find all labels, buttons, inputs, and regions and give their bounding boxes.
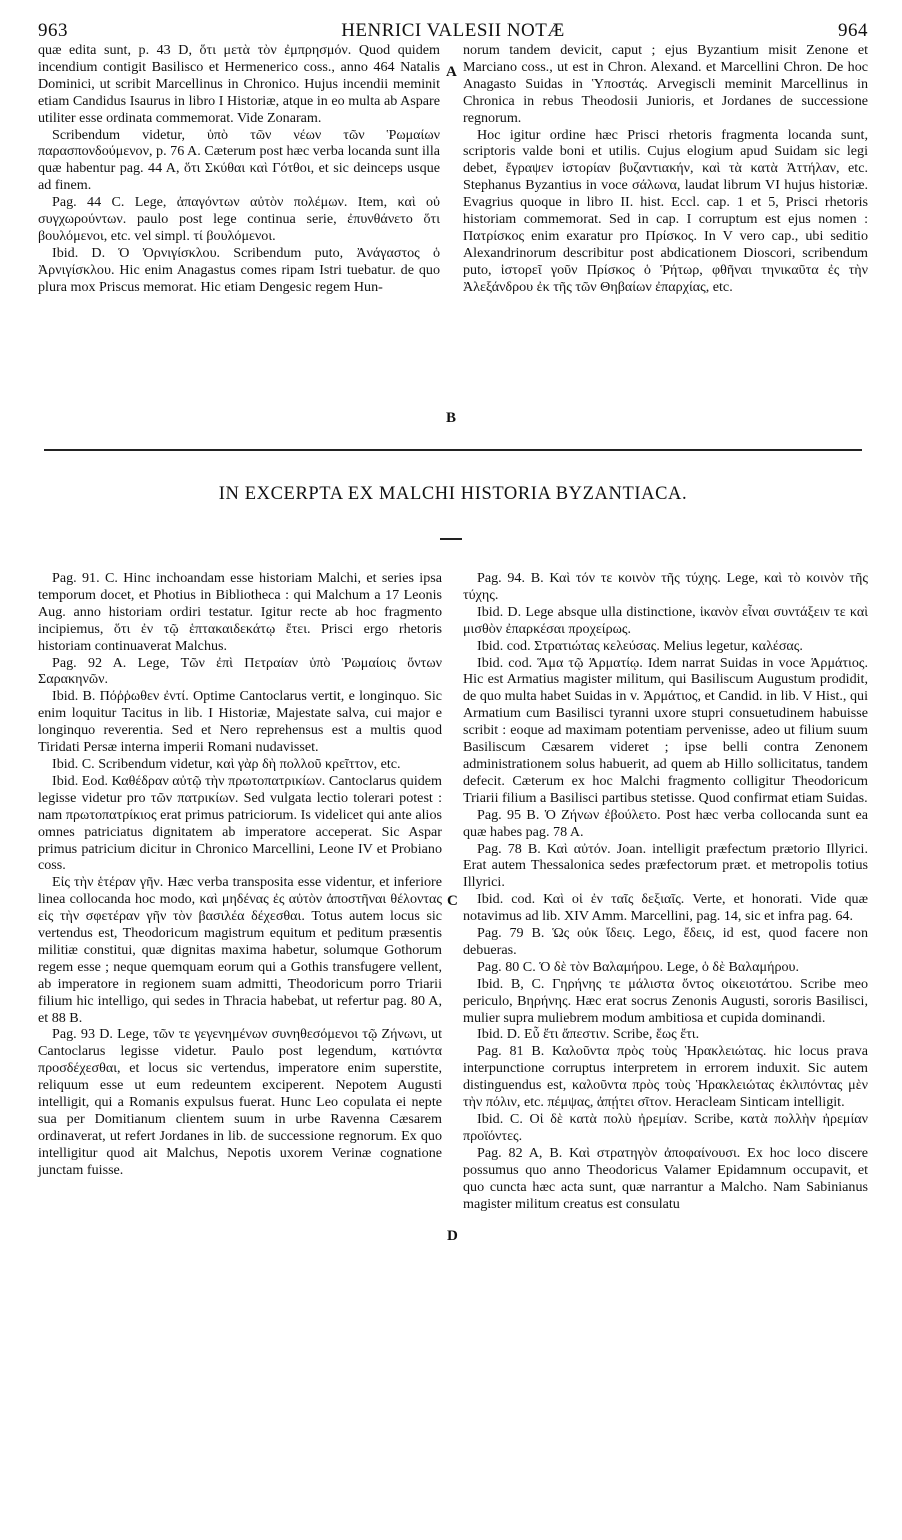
paragraph: Pag. 78 B. Καὶ αὐτόν. Joan. intelligit præfectum prætorio Illyrici. Erat autem Thessalonica sedes præfectorum præt. et metropolis totius Illyrici. [463, 840, 868, 891]
paragraph: Pag. 79 B. Ὡς οὐκ ἴδεις. Lego, ἔδεις, id est, quod facere non debueras. [463, 925, 868, 958]
paragraph: Ibid. D. Εὖ ἔτι ἄπεστιν. Scribe, ἕως ἔτι. [477, 1026, 700, 1043]
short-rule [440, 538, 462, 540]
paragraph: Ibid. C. Οἱ δὲ κατὰ πολὺ ἠρεμίαν. Scribe, κατὰ πολλὴν ἠρεμίαν προϊόντες. [463, 1111, 868, 1144]
paragraph: Pag. 82 A, B. Καὶ στρατηγὸν ἀποφαίνουσι. Ex hoc loco discere possumus quo anno Theodoricus Valamer Epidamnum occupavit, et quo cuncta hæc acta sunt, quæ narrantur a Malcho. Nam Sabinianus magister militum creatus est consulatu [463, 1144, 868, 1212]
margin-letter-c: C [447, 893, 458, 909]
paragraph: Scribendum videtur, ὑπὸ τῶν νέων τῶν Ῥωμαίων παρασπονδούμενον, p. 76 A. Cæterum post hæc verba locanda sunt illa quæ habentur pag. 44 A, ὅτι Σκύθαι καὶ Γότθοι, et sic deinceps usque ad finem. [38, 126, 440, 194]
paragraph: quæ edita sunt, p. 43 D, ὅτι μετὰ τὸν ἐμπρησμόν. Quod quidem incendium contigit Basilisco et Hermenerico coss., anno 464 Natalis Dominici, ut scribit Marcellinus in Chronico. Hujus incendii meminit etiam Candidus Isaurus in libro I Historiæ, atque in eo multa ab Aspare utiliter esse ordinata commemorat. Vide Zonaram. [38, 42, 440, 126]
margin-letter-a: A [446, 64, 457, 80]
top-right-column [463, 42, 868, 296]
paragraph: Pag. 93 D. Lege, τῶν τε γεγενημένων συνηθεσόμενοι τῷ Ζήνωνι, ut Cantoclarus legisse videtur. Paulo post legendum, κατιόντα προσδέχεσθαι, et locus sic vertendus, imperatore enim superstite, reliquum esse ut eum redeuntem exciperent. Nepotem Augusti intelligit, qui a Romanis expulsus fuerat. Hunc Leo copulata ei nepte sua per Domitianum clientem suum in urbe Ravenna Cæsarem ordinaverat, ut refert Jordanes in lib. de successione regnorum. Ex quo intelligitur quod ait Malchus, Nepotis uxorem Verinæ cognatione junctam fuisse. [38, 1026, 442, 1178]
page-number-right: 964 [838, 20, 868, 41]
bottom-left-column [38, 570, 442, 1179]
margin-letter-b: B [446, 410, 457, 426]
paragraph: Pag. 91. C. Hinc inchoandam esse historiam Malchi, et series ipsa temporum docet, et Photius in Bibliotheca : qui Malchum a 17 Leonis Aug. anno historiam ordiri testatur. Igitur recte ab hoc fragmento incipiemus, ὅτι ἐν τῷ ἑπτακαιδεκάτῳ ἔτει. Prisci ergo rhetoris historiam continuaverat Malchus. [38, 570, 442, 654]
paragraph: Ibid. Eod. Καθέδραν αὐτῷ τὴν πρωτοπατρικίων. Cantoclarus quidem legisse videtur pro τῶν πατρικίων. Sed vulgata lectio tolerari potest : nam πρωτοπατρίκιος erat primus patriciorum. Is videlicet qui ante alios omnes patriciatus dignitatem ab imperatore acceperat. Sic Aspar primus patricium dicitur in Chronico Marcellini, Leone IV et Probiano coss. [38, 772, 442, 874]
paragraph: Pag. 92 A. Lege, Τῶν ἐπὶ Πετραίαν ὑπὸ Ῥωμαίοις ὄντων Σαρακηνῶν. [38, 654, 442, 688]
bottom-right-column [463, 570, 868, 1212]
paragraph: Pag. 94. B. Καὶ τόν τε κοινὸν τῆς τύχης. Lege, καὶ τὸ κοινὸν τῆς τύχης. [463, 570, 868, 603]
paragraph: Hoc igitur ordine hæc Prisci rhetoris fragmenta locanda sunt, scriptoris valde boni et utilis. Cujus elogium apud Suidam sic legi debet, ἔγραψεν ἱστορίαν βυζαντιακήν, καὶ τὰ κατὰ Ἀττήλαν, etc. Stephanus Byzantius in voce σάλωνα, laudat librum VI hujus historiæ. Evagrius quoque in libro II. hist. Eccl. cap. 1 et 5, Prisci rhetoris historiam commemorat. Sed in cap. I corruptum est ejus nomen : Πατρίσκος enim exaratur pro Πρίσκος. In V vero cap., ubi seditio Alexandrinorum describitur post abdicationem Dioscori, scribendum puto, ἱστορεῖ γοῦν Πρίσκος ὁ Ῥήτωρ, φθῆναι τηνικαῦτα ἐς τὴν Ἀλεξάνδρου ἐκ τῆς τῶν Θηβαίων ἐπαρχίας, etc. [463, 126, 868, 295]
paragraph: Ibid. cod. Καὶ οἱ ἐν ταῖς δεξιαῖς. Verte, et honorati. Vide quæ notavimus ad lib. XIV Amm. Marcellini, pag. 14, sic et infra pag. 64. [463, 891, 868, 925]
section-title: IN EXCERPTA EX MALCHI HISTORIA BYZANTIACA. [218, 484, 688, 504]
running-title: HENRICI VALESII NOTÆ [341, 20, 565, 41]
section-divider [44, 449, 862, 451]
paragraph: Pag. 95 B. Ὁ Ζήνων ἐβούλετο. Post hæc verba collocanda sunt ea quæ habes pag. 78 A. [463, 806, 868, 840]
paragraph: Ibid. D. Ὁ Ὀρνιγίσκλου. Scribendum puto, Ἀνάγαστος ὁ Ἀρνιγίσκλου. Hic enim Anagastus comes ripam Istri tuebatur. de quo plura mox Priscus memorat. Hic etiam Dengesic regem Hun- [38, 244, 440, 295]
paragraph: Pag. 44 C. Lege, ἀπαγόντων αὐτὸν πολέμων. Item, καὶ οὐ συγχωρούντων. paulo post lege continua serie, ἐπυνθάνετο ὅτι βουλόμενοι, etc. vel simpl. τί βουλόμενοι. [38, 194, 440, 244]
paragraph: Ibid. C. Scribendum videtur, καὶ γὰρ δὴ πολλοῦ κρεῖττον, etc. [52, 755, 401, 772]
paragraph: Ibid. B. Πόῤῥωθεν ἐντί. Optime Cantoclarus vertit, e longinquo. Sic enim loquitur Tacitus in lib. I Historiæ, Majestate salva, cui major e longinquo reverentia. Sed et Nero reprehensus est a multis quod Tiridati Persæ interna imperii Romani nudavisset. [38, 688, 442, 756]
paragraph: Pag. 81 B. Καλοῦντα πρὸς τοὺς Ἡρακλειώτας. hic locus prava interpunctione corruptus interpretem in errorem induxit. Sic autem distinguendus est, καλοῦντα πρὸς τοὺς Ἡρακλειώτας ἐκλιπόντας μὲν τὴν πόλιν, etc. πέμψας, ἀπῄτει σῖτον. Heracleam Sinticam intelligit. [463, 1043, 868, 1111]
margin-letter-d: D [447, 1228, 458, 1244]
paragraph: Ibid. cod. Ἅμα τῷ Ἁρματίῳ. Idem narrat Suidas in voce Ἁρμάτιος. Hic est Armatius magister militum, qui Basiliscum Augustum prodidit, de quo multa habet Suidas in v. Ἁρμάτιος, et Candid. in lib. V Hist., qui Armatium cum Basilisci tyranni uxore stupri consuetudinem habuisse scribit : eoque ad maximam potentiam pervenisse, adeo ut filium suum Basiliscum Cæsarem videret ; ipse belli contra Zenonem administrationem solus habuerit, ad quem ab Hillo sollicitatus, tandem defecit. Cæterum ex hoc Malchi fragmento colligitur Theodoricum Triarii filium a Basilisci partibus stetisse. Quod confirmat etiam Suidas. [463, 654, 868, 806]
paragraph: Ibid. B, C. Γηρήνης τε μάλιστα ὄντος οἰκειοτάτου. Scribe meo periculo, Βηρήνης. Hæc erat socrus Zenonis Augusti, sororis Basilisci, mulier supra muliebrem modum ambitiosa et cupida dominandi. [463, 975, 868, 1026]
paragraph: Ibid. D. Lege absque ulla distinctione, ἱκανὸν εἶναι συντάξειν τε καὶ μισθὸν ἐπαρκέσαι προχείρως. [463, 603, 868, 637]
paragraph: Pag. 80 C. Ὁ δὲ τὸν Βαλαμήρου. Lege, ὁ δὲ Βαλαμήρου. [477, 958, 800, 975]
paragraph: Εἰς τὴν ἑτέραν γῆν. Hæc verba transposita esse videntur, et inferiore linea collocanda hoc modo, καὶ μηδένας ἐς αὐτὸν ἀποστῆναι θέλοντας εἰς τὴν σφετέραν γῆν τὸν βασιλέα δέχεσθαι. Totus autem locus sic vertendus est, Theodoricum magistrum equitum et peditum præsentis militiæ constitui, quæ dignitas maxima habetur, solumque Gothorum regem esse ; neque quemquam eorum qui a Gothis transfugere vellent, ab imperatore in regionem suam admitti, Theodoricum porro Triarii filium hic intelligo, qui sedes in Thracia habebat, ut refertur pag. 80 A, et 88 B. [38, 874, 442, 1026]
paragraph: norum tandem devicit, caput ; ejus Byzantium misit Zenone et Marciano coss., ut est in Chron. Alexand. et Marcellini Chron. De hoc Anagasto Suidas in Ὑποστάς. Arvegiscli meminit Marcellinus in Chronica in rebus Theodosii Junioris, et Jordanes de successione regnorum. [463, 42, 868, 126]
paragraph: Ibid. cod. Στρατιώτας κελεύσας. Melius legetur, καλέσας. [477, 637, 803, 654]
page-number-left: 963 [38, 20, 68, 41]
top-left-column [38, 42, 440, 296]
